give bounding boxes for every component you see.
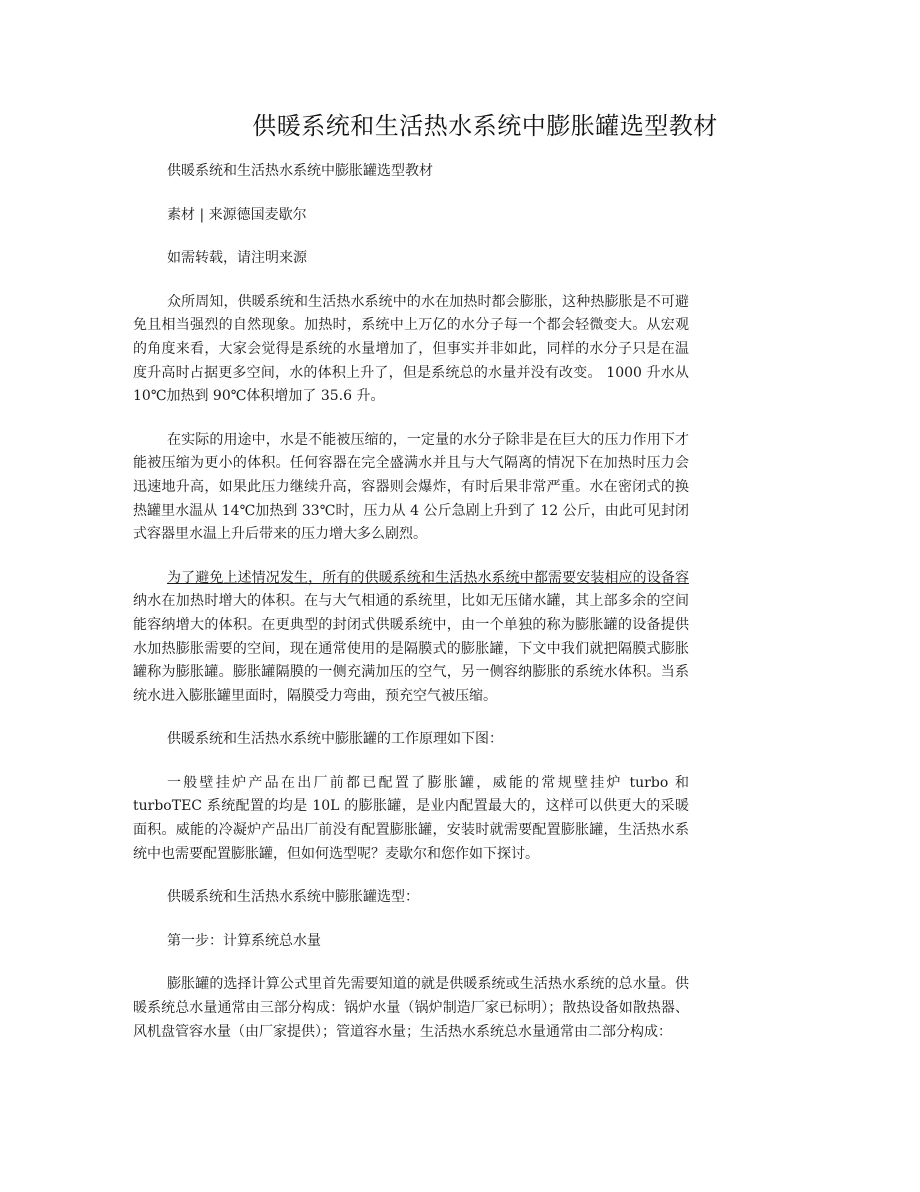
paragraph-selection-heading: 供暖系统和生活热水系统中膨胀罐选型： — [167, 889, 419, 906]
paragraph-working-principle: 供暖系统和生活热水系统中膨胀罐的工作原理如下图： — [167, 731, 503, 748]
document-body — [133, 160, 689, 1064]
source-line: 素材 | 来源德国麦歇尔 — [167, 206, 307, 223]
reprint-note: 如需转载，请注明来源 — [167, 250, 307, 267]
paragraph-pressure-rise: 在实际的用途中，水是不能被压缩的，一定量的水分子除非是在巨大的压力作用下才能被压缩为更小的体积。任何容器在完全盛满水并且与大气隔离的情况下在加热时压力会迅速地升高，如果此压力继续升高，容器则会爆炸，有时后果非常严重。水在密闭式的换热罐里水温从 14℃加热到 33℃时，压力从 4 公斤急剧上升到了 12 公斤，由此可见封闭式容器里水温上升后带来的压力增大多么剧烈。 — [133, 431, 689, 543]
paragraph-expansion-tank-rest: 纳水在加热时增大的体积。在与大气相通的系统里，比如无压储水罐，其上部多余的空间能容纳增大的体积。在更典型的封闭式供暖系统中，由一个单独的称为膨胀罐的设备提供水加热膨胀需要的空间，现在通常使用的是隔膜式的膨胀罐，下文中我们就把隔膜式膨胀罐称为膨胀罐。膨胀罐隔膜的一侧充满加压的空气，另一侧容纳膨胀的系统水体积。当系统水进入膨胀罐里面时，隔膜受力弯曲，预充空气被压缩。 — [133, 593, 689, 704]
subtitle-line: 供暖系统和生活热水系统中膨胀罐选型教材 — [167, 163, 433, 179]
paragraph-boiler-config: 一般壁挂炉产品在出厂前都已配置了膨胀罐，威能的常规壁挂炉 turbo 和 turboTEC 系统配置的均是 10L 的膨胀罐，是业内配置最大的，这样可以供更大的采暖面积。威能的冷凝炉产品出厂前没有配置膨胀罐，安装时就需要配置膨胀罐，生活热水系统中也需要配置膨胀罐，但如何选型呢？麦歇尔和您作如下探讨。 — [133, 774, 689, 862]
paragraph-thermal-expansion: 众所周知，供暖系统和生活热水系统中的水在加热时都会膨胀，这种热膨胀是不可避免且相当强烈的自然现象。加热时，系统中上万亿的水分子每一个都会轻微变大。从宏观的角度来看，大家会觉得是系统的水量增加了，但事实并非如此，同样的水分子只是在温度升高时占据更多空间，水的体积上升了，但是系统总的水量并没有改变。 1000 升水从 10℃加热到 90℃体积增加了 35.6 升。 — [133, 293, 689, 405]
paragraph-step-one: 第一步：计算系统总水量 — [167, 932, 321, 949]
document-title: 供暖系统和生活热水系统中膨胀罐选型教材 — [252, 112, 718, 140]
underlined-sentence: 为了避免上述情况发生，所有的供暖系统和生活热水系统中都需要安装相应的设备容 — [167, 569, 689, 586]
paragraph-expansion-tank — [133, 567, 689, 709]
paragraph-total-water: 膨胀罐的选择计算公式里首先需要知道的就是供暖系统或生活热水系统的总水量。供暖系统总水量通常由三部分构成：锅炉水量（锅炉制造厂家已标明）；散热设备如散热器、风机盘管容水量（由厂家提供）；管道容水量；生活热水系统总水量通常由二部分构成： — [133, 976, 689, 1040]
